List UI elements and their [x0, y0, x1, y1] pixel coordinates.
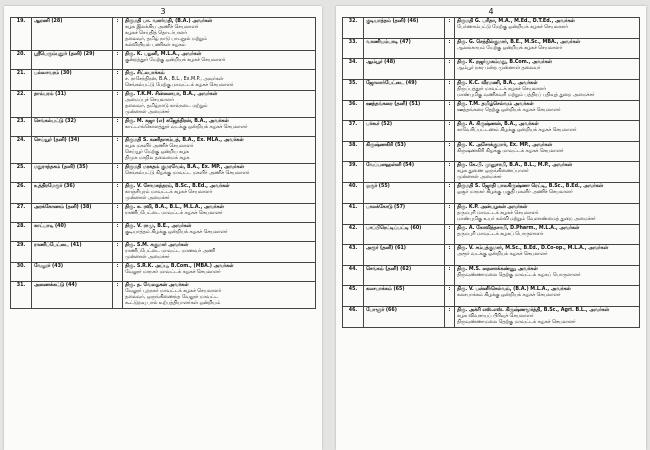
table-row	[343, 286, 640, 307]
candidate-details	[455, 162, 640, 183]
constituency: வேப்பனஹள்ளி (54)	[364, 162, 445, 183]
separator: :	[445, 100, 455, 121]
candidate-details	[455, 79, 640, 100]
separator: :	[113, 204, 123, 223]
candidate-name: திரு. K.P. அன்பழகன் அவர்கள்	[457, 204, 528, 210]
separator: :	[445, 265, 455, 286]
candidate-role: செய்யூர் மேற்கு ஒன்றிய கழக	[125, 150, 190, 155]
candidate-role: மாண்புமிகு உயர் கல்வி மற்றும் வேளாண்மைத் துறை அமைச்சர்	[457, 216, 596, 222]
separator: :	[445, 141, 455, 162]
candidate-name: திரு. K. அசோக்குமார், Ex. MP., அவர்கள்	[457, 142, 553, 148]
candidate-role: திருவண்ணாமலை தெற்கு மாவட்டக் கழகச் செயலாளர்	[457, 319, 576, 325]
separator: :	[445, 286, 455, 307]
candidate-role: தலைவர், ஒருங்கிணைந்த வேலூர் மாவட்ட	[125, 295, 219, 300]
candidate-name: திரு. V. ராமு, B.E., அவர்கள்	[125, 224, 192, 229]
candidate-name: திரு. M.S. நைனாக்கண்ணு அவர்கள்	[457, 266, 538, 272]
serial-number: 26.	[11, 183, 32, 204]
candidate-details	[455, 38, 640, 59]
candidate-role: ஊத்தங்கரை தெற்கு ஒன்றியக் கழகச் செயலாளர்	[457, 107, 561, 113]
candidate-name: திரு. T.K.M. சின்னையா, B.A., அவர்கள்	[125, 92, 218, 97]
table-row	[11, 70, 316, 91]
candidate-details	[123, 183, 316, 204]
candidate-details	[123, 223, 316, 242]
constituency: அரக்கோணம் (தனி) (38)	[32, 204, 113, 223]
serial-number: 23.	[11, 118, 32, 137]
candidate-details	[123, 242, 316, 263]
candidate-details	[123, 118, 316, 137]
candidate-details	[123, 204, 316, 223]
constituency: போளூர் (66)	[364, 306, 445, 327]
candidate-role: கழக துணை ஒருங்கிணைப்பாளர்	[457, 169, 529, 174]
table-row	[11, 242, 316, 263]
table-row	[343, 224, 640, 245]
constituency: பாலக்கோடு (57)	[364, 203, 445, 224]
serial-number: 20.	[11, 51, 32, 70]
candidate-role: ச. ராசேந்திரன், B.A., B.L., Ex.M.P., அவர்கள்	[125, 77, 224, 82]
separator: :	[445, 224, 455, 245]
candidate-role: வேலூர் மாநகர் மாவட்டக் கழகச் செயலாளர்	[125, 270, 221, 275]
candidate-role: குன்றத்தூர் மேற்கு ஒன்றியக் கழகச் செயலாளர்	[125, 58, 226, 63]
candidate-name: திரு. K.C. வீரமணி, B.A., அவர்கள்	[457, 80, 538, 86]
constituency: ஸ்ரீபெரும்புதூர் (தனி) (29)	[32, 51, 113, 70]
serial-number: 37.	[343, 121, 364, 142]
candidate-name: திருமதி பா. வளர்மதி, (B.A.) அவர்கள்	[125, 19, 213, 24]
separator: :	[445, 59, 455, 80]
candidate-role: ஆம்பூர் நகர மன்ற முன்னாள் தலைவர்	[457, 66, 541, 71]
serial-number: 41.	[343, 203, 364, 224]
candidate-details	[455, 224, 640, 245]
table-row	[343, 121, 640, 142]
serial-number: 43.	[343, 245, 364, 266]
candidate-table-right	[342, 17, 640, 328]
candidate-details	[123, 91, 316, 118]
candidate-name: திரு. K. பழனி, M.L.A., அவர்கள்	[125, 52, 202, 57]
candidate-role: குடியாத்தம் கிழக்கு ஒன்றியக் கழகச் செயலாளர்	[125, 230, 228, 235]
table-row	[11, 18, 316, 51]
table-row	[11, 183, 316, 204]
candidate-name: திரு. V. சோமசுந்தரம், B.Sc., B.Ed., அவர்கள்	[125, 184, 230, 189]
serial-number: 21.	[11, 70, 32, 91]
separator: :	[113, 282, 123, 309]
candidate-role: ராணிப்பேட்டை மாவட்ட மாணவர் அணி	[125, 249, 216, 254]
candidate-role: கல்வியியல் பணிகள் கழகம்	[125, 43, 186, 48]
constituency: பல்லாவரம் (30)	[32, 70, 113, 91]
candidate-details	[123, 51, 316, 70]
candidate-role: மாண்புமிகு வணிகவரி மற்றும் பத்திரப் பதிவுத் துறை அமைச்சர்	[457, 92, 595, 98]
candidate-role: முன்னாள் அமைச்சர்	[125, 196, 170, 201]
candidate-role: கிருஷ்ணகிரி கிழக்கு மாவட்டக் கழகச் செயலாளர்	[457, 148, 564, 154]
table-row	[343, 162, 640, 183]
table-row	[11, 223, 316, 242]
candidate-name: திரு. சு. ரவி, B.A., B.L., M.L.A., அவர்கள்	[125, 205, 224, 210]
candidate-name: திரு. S.M. சுகுமார் அவர்கள்	[125, 243, 189, 248]
candidate-details	[455, 141, 640, 162]
separator: :	[113, 263, 123, 282]
candidate-role: அரூர் வடக்கு ஒன்றியக் கழகச் செயலாளர்	[457, 252, 548, 257]
constituency: தாம்பரம் (31)	[32, 91, 113, 118]
separator: :	[445, 79, 455, 100]
candidate-details	[455, 306, 640, 327]
table-row	[343, 245, 640, 266]
candidate-details	[123, 164, 316, 183]
serial-number: 33.	[343, 38, 364, 59]
page-number: 3	[160, 7, 166, 16]
separator: :	[445, 203, 455, 224]
candidate-name: திரு. அக்ரி எஸ்.எஸ். கிருஷ்ணமூர்த்தி, B.Sc., Agri. B.L., அவர்கள்	[457, 307, 610, 313]
candidate-role: ஓசூர் மாநகர் கிழக்கு பகுதி மகளிர் அணிச் செயலாளர்	[457, 190, 573, 195]
candidate-name: திரு. A. கோவிந்தசாமி, D.Pharm., M.L.A., அவர்கள்	[457, 225, 580, 231]
table-row	[11, 204, 316, 223]
candidate-role: தருமபுரி மாவட்டக் கழகப் பொருளாளர்	[457, 231, 544, 237]
table-row	[343, 59, 640, 80]
serial-number: 36.	[343, 100, 364, 121]
serial-number: 34.	[343, 59, 364, 80]
candidate-details	[123, 137, 316, 164]
separator: :	[445, 38, 455, 59]
candidate-role: முன்னாள் அமைச்சர்	[457, 175, 502, 180]
table-row	[11, 282, 316, 309]
candidate-details	[123, 282, 316, 309]
constituency: ஜோலார்பேட்டை (49)	[364, 79, 445, 100]
separator: :	[445, 245, 455, 266]
constituency: அரூர் (தனி) (61)	[364, 245, 445, 266]
serial-number: 28.	[11, 223, 32, 242]
candidate-role: தலைவர், தமிழ்நாடு கால்நடை மற்றும்	[125, 104, 208, 109]
serial-number: 46.	[343, 306, 364, 327]
candidate-table-left	[10, 17, 316, 309]
constituency: செங்கல்பட்டு (32)	[32, 118, 113, 137]
table-row	[343, 38, 640, 59]
separator: :	[445, 183, 455, 204]
serial-number: 40.	[343, 183, 364, 204]
candidate-role: கூட்டுறவு பால் உற்பத்தியாளர்கள் ஒன்றியம்	[125, 301, 221, 306]
candidate-role: திமுக மாநில தலைமைக் கழக	[125, 156, 190, 161]
candidate-role: கழக விவசாயப் பிரிவுச் செயலாளர்	[457, 313, 534, 319]
table-row	[11, 118, 316, 137]
constituency: வேலூர் (43)	[32, 263, 113, 282]
page-number: 4	[488, 7, 494, 16]
constituency: ஆரணி (28)	[32, 18, 113, 51]
serial-number: 19.	[11, 18, 32, 51]
constituency: செங்கம் (தனி) (62)	[364, 265, 445, 286]
constituency: வாணியம்பாடி (47)	[364, 38, 445, 59]
table-row	[343, 183, 640, 204]
candidate-details	[455, 100, 640, 121]
table-row	[343, 141, 640, 162]
separator: :	[445, 162, 455, 183]
candidate-name: திரு. S.R.K. அப்பு, B.Com., (MBA.) அவர்கள்	[125, 264, 234, 269]
constituency: குடியாத்தம் (தனி) (46)	[364, 18, 445, 39]
serial-number: 29.	[11, 242, 32, 263]
serial-number: 44.	[343, 265, 364, 286]
candidate-name: திருமதி S. கணிதாசம்பத், B.A., Ex. MLA., அவர்கள்	[125, 138, 244, 143]
candidate-role: காஞ்சிபுரம் மாவட்டக் கழகச் செயலாளர்	[125, 190, 213, 195]
separator: :	[445, 18, 455, 39]
candidate-role: கழக மகளிர் அணிச் செயலாளர்	[125, 144, 194, 149]
table-row	[11, 51, 316, 70]
constituency: உத்திரமேரூர் (36)	[32, 183, 113, 204]
candidate-role: காவேரிப்பட்டணம் கிழக்கு ஒன்றியக் கழகச் செயலாளர்	[457, 128, 577, 133]
candidate-details	[455, 183, 640, 204]
candidate-role: முன்னாள் அமைச்சர்	[125, 255, 170, 260]
serial-number: 31.	[11, 282, 32, 309]
serial-number: 27.	[11, 204, 32, 223]
table-row	[343, 18, 640, 39]
candidate-role: செங்கல்பட்டு கிழக்கு மாவட்ட மகளிர் அணிச் செயலாளர்	[125, 171, 250, 176]
candidate-details	[123, 18, 316, 51]
candidate-role: பேர்ணாம்பட்டு மேற்கு ஒன்றியக் கழகச் செயலாளர்	[457, 25, 568, 30]
separator: :	[113, 137, 123, 164]
serial-number: 22.	[11, 91, 32, 118]
candidate-name: திரு. த. வேலழகன் அவர்கள்	[125, 283, 189, 288]
candidate-details	[123, 70, 316, 91]
candidate-role: ஆலங்காயம் மேற்கு ஒன்றியக் கழகச் செயலாளர்	[457, 45, 563, 51]
separator: :	[113, 91, 123, 118]
candidate-name: திரு. K. நஜர்முகம்மது, B.Com., அவர்கள்	[457, 60, 552, 65]
table-row	[11, 137, 316, 164]
table-row	[343, 265, 640, 286]
constituency: பாப்பிரெட்டிப்பட்டி (60)	[364, 224, 445, 245]
candidate-name: திருமதி மரகதம் குமரவேல், B.A., Ex. MP., அவர்கள்	[125, 165, 244, 170]
constituency: ஊத்தங்கரை (தனி) (51)	[364, 100, 445, 121]
candidate-role: திருவண்ணாமலை தெற்கு மாவட்டக் கழகப் பொருளாளர்	[457, 272, 581, 278]
serial-number: 35.	[343, 79, 364, 100]
candidate-name: திரு. சிட்லபாக்கம்	[125, 71, 165, 76]
candidate-role: அமைப்புச் செயலாளர்	[125, 98, 174, 103]
serial-number: 39.	[343, 162, 364, 183]
constituency: மதுராந்தகம் (தனி) (35)	[32, 164, 113, 183]
candidate-role: முன்னாள் அமைச்சர்	[125, 110, 170, 115]
candidate-name: திரு. கே.பி. முனுசாமி, B.A., B.L., M.P., அவர்கள்	[457, 163, 573, 168]
candidate-role: ராணிப்பேட்டை மாவட்டக் கழகச் செயலாளர்	[125, 211, 223, 216]
constituency: காட்பாடி (40)	[32, 223, 113, 242]
constituency: ஓசூர் (55)	[364, 183, 445, 204]
candidate-role: கழகச் செய்தித் தொடர்பாளர்	[125, 31, 187, 36]
candidate-role: திருப்பத்தூர் மாவட்டக் கழகச் செயலாளர்	[457, 86, 546, 92]
constituency: பர்கூர் (52)	[364, 121, 445, 142]
separator: :	[113, 18, 123, 51]
candidate-role: கழக இலக்கிய அணிச் செயலாளர்	[125, 25, 199, 30]
candidate-role: காட்டாங்கொளத்தூர் வடக்கு ஒன்றியக் கழகச் செயலாளர்	[125, 125, 248, 130]
serial-number: 32.	[343, 18, 364, 39]
candidate-role: கலசபாக்கம் கிழக்கு ஒன்றியக் கழகச் செயலாளர்	[457, 293, 561, 298]
candidate-details	[455, 203, 640, 224]
candidate-role: தருமபுரி மாவட்டக் கழகச் செயலாளர்	[457, 210, 539, 216]
candidate-details	[455, 245, 640, 266]
candidate-role: செங்கல்பட்டு மேற்கு மாவட்டக் கழகச் செயலாளர்	[125, 83, 234, 88]
candidate-name: திரு. G. செந்தில்குமார், B.E., M.Sc., MBA., அவர்கள்	[457, 39, 580, 45]
constituency: ராணிப்பேட்டை (41)	[32, 242, 113, 263]
serial-number: 42.	[343, 224, 364, 245]
separator: :	[113, 118, 123, 137]
candidate-details	[455, 59, 640, 80]
serial-number: 30.	[11, 263, 32, 282]
table-row	[11, 263, 316, 282]
candidate-details	[455, 286, 640, 307]
candidate-details	[455, 121, 640, 142]
serial-number: 25.	[11, 164, 32, 183]
serial-number: 38.	[343, 141, 364, 162]
constituency: ஆம்பூர் (48)	[364, 59, 445, 80]
table-row	[343, 306, 640, 327]
candidate-name: திரு. T.M. தமிழ்செல்வம் அவர்கள்	[457, 101, 534, 107]
candidate-name: திரு. M. கஜா (எ) கஜேந்திரன், B.A., அவர்கள்	[125, 119, 229, 124]
table-row	[343, 79, 640, 100]
separator: :	[113, 223, 123, 242]
left-page	[4, 6, 322, 450]
candidate-details	[455, 18, 640, 39]
constituency: கலசபாக்கம் (65)	[364, 286, 445, 307]
serial-number: 45.	[343, 286, 364, 307]
candidate-name: திரு. A. கிருஷ்ணன், B.A., அவர்கள்	[457, 122, 539, 127]
candidate-name: திரு. V. பன்னீர்செல்வம், (B.A.) M.L.A., அவர்கள்	[457, 287, 571, 292]
candidate-name: திரு. V. சம்பத்குமார், M.Sc., B.Ed., D.Co-op., M.L.A., அவர்கள்	[457, 246, 609, 251]
serial-number: 24.	[11, 137, 32, 164]
candidate-name: திருமதி S. ஜோதி பாலகிருஷ்ணா ரெட்டி, B.Sc., B.Ed., அவர்கள்	[457, 184, 604, 189]
separator: :	[113, 183, 123, 204]
table-row	[11, 164, 316, 183]
separator: :	[113, 51, 123, 70]
candidate-details	[123, 263, 316, 282]
candidate-role: வேலூர் புறநகர் மாவட்டக் கழகச் செயலாளர்	[125, 289, 222, 294]
candidate-details	[455, 265, 640, 286]
table-row	[343, 100, 640, 121]
constituency: கிருஷ்ணகிரி (53)	[364, 141, 445, 162]
candidate-name: திருமதி G. பரிதா, M.A., M.Ed., D.T.Ed., அவர்கள்	[457, 19, 575, 24]
separator: :	[113, 70, 123, 91]
right-page	[336, 6, 646, 450]
table-row	[343, 203, 640, 224]
separator: :	[113, 164, 123, 183]
separator: :	[113, 242, 123, 263]
separator: :	[445, 306, 455, 327]
table-row	[11, 91, 316, 118]
constituency: அணைக்கட்டு (44)	[32, 282, 113, 309]
candidate-role: தலைவர், தமிழ் நாடு பாடநூல் மற்றும்	[125, 37, 207, 42]
separator: :	[445, 121, 455, 142]
constituency: செய்யூர் (தனி) (34)	[32, 137, 113, 164]
